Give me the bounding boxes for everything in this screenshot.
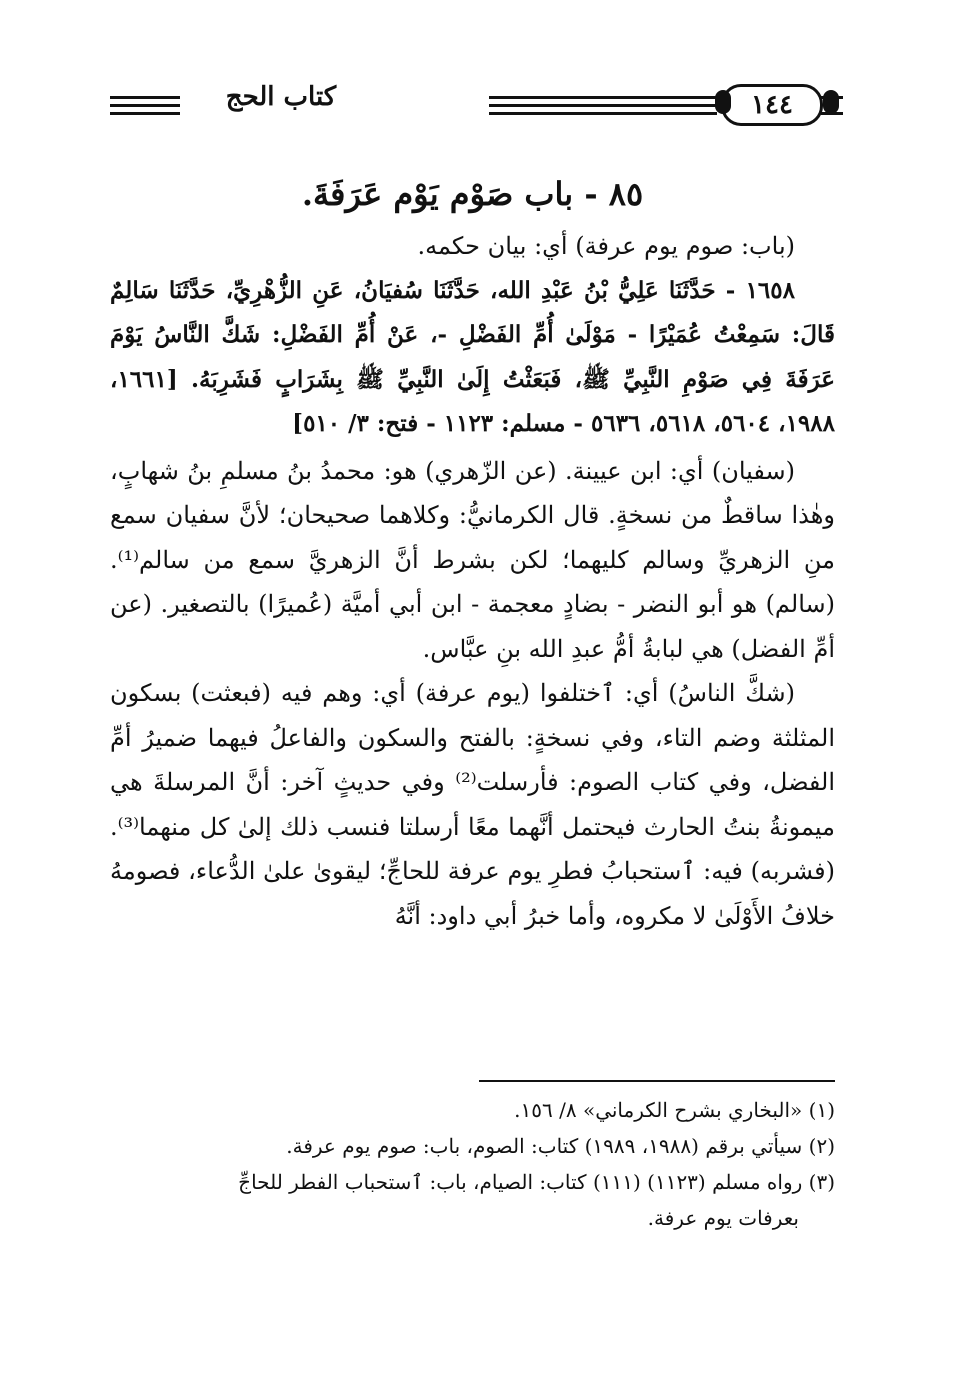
footnote: (١) «البخاري بشرح الكرماني» ٨/ ١٥٦. — [514, 1098, 835, 1122]
badge-ornament — [715, 90, 731, 114]
running-header — [110, 80, 843, 128]
footnote: (٢) سيأتي برقم (١٩٨٨، ١٩٨٩) كتاب: الصوم، باب: صوم يوم عرفة. — [286, 1134, 835, 1158]
header-rule — [110, 96, 180, 99]
header-rule — [489, 112, 717, 115]
header-rule — [489, 104, 717, 107]
header-rule — [110, 104, 180, 107]
page-number: ١٤٤ — [721, 84, 823, 126]
commentary-paragraph: (شكَّ الناسُ) أي: ٱختلفوا (يوم عرفة) أي: وهم فيه (فبعثت) بسكون المثلثة وضم التاء، وفي نسخةٍ: بالفتح والسكون والفاعلُ فيهما ضميرُ أمِّ الفضل، وفي كتاب الصوم: فأرسلت⁽²⁾ وفي حديثٍ آخر: أنَّ المرسلةَ هي ميمونةُ بنتُ الحارث فيحتمل أنَّهما معًا أرسلتا فنسب ذلك إلىٰ كل منهما⁽³⁾. (فشربه) فيه: ٱستحبابُ فطرِ يوم عرفة للحاجِّ؛ ليقوىٰ علىٰ الدُّعاء، فصومهُ خلافُ الأَوْلَىٰ لا مكروه، وأما خبرُ أبي داود: أنَّهُ — [110, 679, 836, 930]
footnote: (٣) رواه مسلم (١١٢٣) (١١١) كتاب: الصيام، باب: ٱستحباب الفطر للحاجِّ — [238, 1170, 835, 1194]
chapter-intro: (باب: صوم يوم عرفة) أي: بيان حكمه. — [417, 232, 795, 260]
main-text — [110, 168, 835, 938]
commentary-paragraph: (سفيان) أي: ابن عيينة. (عن الزّهري) هو: محمدُ بنُ مسلمِ بنُ شهابٍ، وهٰذا ساقطٌ من نسخةٍ. قال الكرمانيُّ: وكلاهما صحيحان؛ لأنَّ سفيان سمع منِ الزهريِّ وسالم كليهما؛ لكن بشرط أنَّ الزهريَّ سمع من سالم⁽¹⁾. (سالم) هو أبو النضر - بضادٍ معجمة - ابن أبي أميَّة (عُميرًا) بالتصغير. (عن أمِّ الفضل) هي لبابةُ أمُّ عبدِ الله بنِ عبَّاس. — [110, 456, 835, 663]
hadith-text: ١٦٥٨ - حَدَّثَنَا عَلِيُّ بْنُ عَبْدِ الله، حَدَّثَنَا سُفيَانُ، عَنِ الزُّهْرِيِّ، حَدَّثَنَا سَالِمٌ قَالَ: سَمِعْتُ عُمَيْرًا - مَوْلَىٰ أُمِّ الفَضْلِ -، عَنْ أُمِّ الفَضْلِ: شَكَّ النَّاسُ يَوْمَ عَرَفَةَ فِي صَوْمِ النَّبِيِّ ﷺ، فَبَعَثْتُ إِلَىٰ النَّبِيِّ ﷺ بِشَرَابٍ فَشَرِبَهُ. [١٦٦١، ١٩٨٨، ٥٦٠٤، ٥٦١٨، ٥٦٣٦ - مسلم: ١١٢٣ - فتح: ٣/ ٥١٠] — [110, 276, 835, 437]
header-rule — [110, 112, 180, 115]
running-title: كتاب الحج — [196, 82, 366, 112]
chapter-title: ٨٥ - باب صَوْم يَوْم عَرَفَةَ. — [301, 175, 644, 213]
header-rule — [489, 96, 717, 99]
badge-ornament — [823, 90, 839, 114]
footnotes — [110, 1092, 835, 1236]
footnote-separator — [479, 1080, 835, 1082]
footnote-continuation: بعرفات يوم عرفة. — [647, 1206, 799, 1230]
